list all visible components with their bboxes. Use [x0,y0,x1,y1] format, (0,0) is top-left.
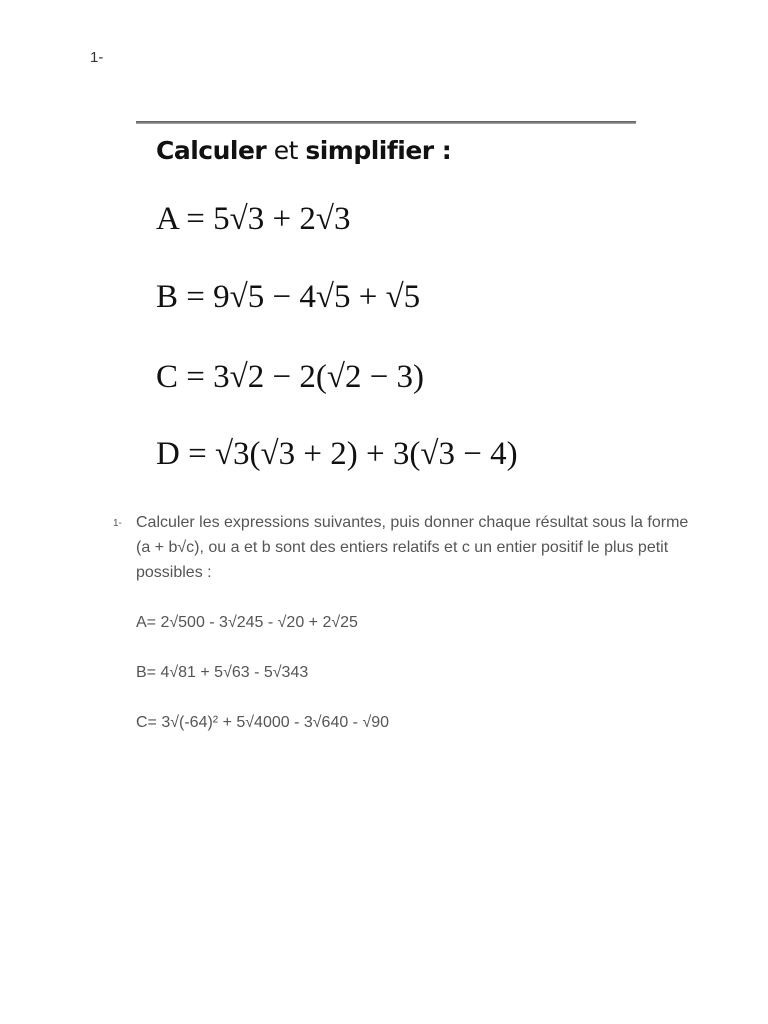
equation-b: B = 9√5 − 4√5 + √5 [156,279,421,315]
title-bold-calculer: Calculer [156,136,267,165]
expression-a: A= 2√500 - 3√245 - √20 + 2√25 [136,614,358,631]
heading-number: 1- [90,49,104,66]
equation-a: A = 5√3 + 2√3 [156,201,351,237]
exercise-list-item [113,510,696,735]
expression-c: C= 3√(-64)² + 5√4000 - 3√640 - √90 [136,714,390,731]
figure-title [156,136,451,165]
expression-b: B= 4√81 + 5√63 - 5√343 [136,664,309,681]
equation-d: D = √3(√3 + 2) + 3(√3 − 4) [156,436,518,472]
instruction-text: Calculer les expressions suivantes, puis donner chaque résultat sous la forme (a + b√c), ou a et b sont des entiers relatifs et c un entier positif le plus petit possibles : [136,514,689,581]
exercise-image [136,121,637,481]
equation-c: C = 3√2 − 2(√2 − 3) [156,359,425,395]
title-bold-simplifier: simplifier : [305,136,452,165]
title-et: et [266,136,306,165]
list-number: 1- [113,518,122,529]
divider [136,121,636,124]
